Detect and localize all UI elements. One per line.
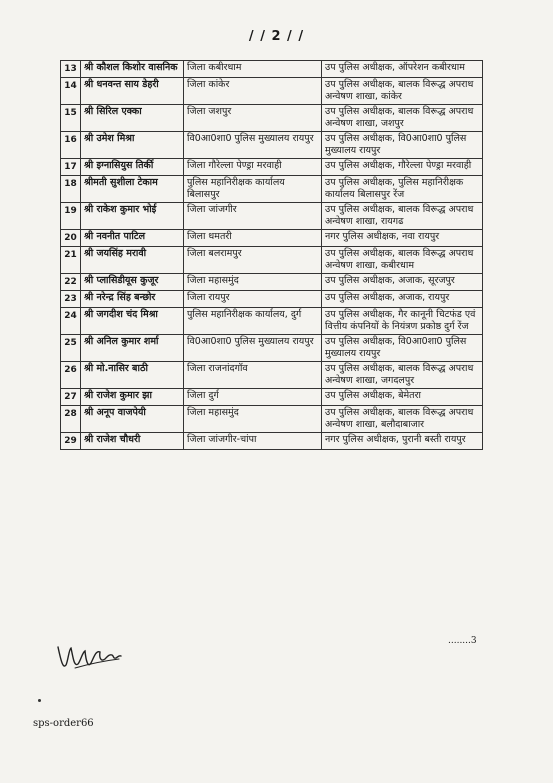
serial-number-cell: 17 bbox=[61, 159, 81, 176]
current-posting-cell: जिला महासमुंद bbox=[184, 274, 322, 291]
serial-number-cell: 19 bbox=[61, 203, 81, 230]
officer-name-cell: श्री अनिल कुमार शर्मा bbox=[81, 335, 184, 362]
table-row bbox=[61, 176, 483, 203]
officer-name-cell: श्री कौशल किशोर वासनिक bbox=[81, 61, 184, 78]
current-posting-cell: जिला जशपुर bbox=[184, 105, 322, 132]
serial-number-cell: 26 bbox=[61, 362, 81, 389]
new-posting-cell: उप पुलिस अधीक्षक, बालक विरूद्ध अपराध अन्वेषण शाखा, कबीरधाम bbox=[322, 247, 483, 274]
serial-number-cell: 27 bbox=[61, 389, 81, 406]
current-posting-cell: जिला जांजगीर-चांपा bbox=[184, 433, 322, 450]
serial-number-cell: 20 bbox=[61, 230, 81, 247]
officer-name-cell: श्री उमेश मिश्रा bbox=[81, 132, 184, 159]
current-posting-cell: जिला गौरेल्ला पेण्ड्रा मरवाही bbox=[184, 159, 322, 176]
new-posting-cell: उप पुलिस अधीक्षक, बालक विरूद्ध अपराध अन्वेषण शाखा, कांकेर bbox=[322, 78, 483, 105]
current-posting-cell: जिला धमतरी bbox=[184, 230, 322, 247]
officer-name-cell: श्री अनूप वाजपेयी bbox=[81, 406, 184, 433]
officer-name-cell: श्री राजेश चौधरी bbox=[81, 433, 184, 450]
table-row bbox=[61, 274, 483, 291]
serial-number-cell: 14 bbox=[61, 78, 81, 105]
current-posting-cell: जिला कांकेर bbox=[184, 78, 322, 105]
new-posting-cell: उप पुलिस अधीक्षक, गैर कानूनी चिटफंड एवं वित्तीय कंपनियों के नियंत्रण प्रकोष्ठ दुर्ग रेंज bbox=[322, 308, 483, 335]
new-posting-cell: उप पुलिस अधीक्षक, अजाक, रायपुर bbox=[322, 291, 483, 308]
current-posting-cell: वि0आ0शा0 पुलिस मुख्यालय रायपुर bbox=[184, 132, 322, 159]
table-row bbox=[61, 406, 483, 433]
serial-number-cell: 13 bbox=[61, 61, 81, 78]
table-row bbox=[61, 132, 483, 159]
officer-name-cell: श्री जगदीश चंद मिश्रा bbox=[81, 308, 184, 335]
current-posting-cell: जिला महासमुंद bbox=[184, 406, 322, 433]
table-row bbox=[61, 362, 483, 389]
current-posting-cell: जिला जांजगीर bbox=[184, 203, 322, 230]
table-row bbox=[61, 308, 483, 335]
current-posting-cell: जिला रायपुर bbox=[184, 291, 322, 308]
new-posting-cell: उप पुलिस अधीक्षक, बेमेतरा bbox=[322, 389, 483, 406]
current-posting-cell: जिला दुर्ग bbox=[184, 389, 322, 406]
current-posting-cell: पुलिस महानिरीक्षक कार्यालय बिलासपुर bbox=[184, 176, 322, 203]
serial-number-cell: 22 bbox=[61, 274, 81, 291]
new-posting-cell: नगर पुलिस अधीक्षक, नवा रायपुर bbox=[322, 230, 483, 247]
new-posting-cell: उप पुलिस अधीक्षक, बालक विरूद्ध अपराध अन्वेषण शाखा, जगदलपुर bbox=[322, 362, 483, 389]
table-row bbox=[61, 247, 483, 274]
new-posting-cell: नगर पुलिस अधीक्षक, पुरानी बस्ती रायपुर bbox=[322, 433, 483, 450]
table-row bbox=[61, 389, 483, 406]
new-posting-cell: उप पुलिस अधीक्षक, पुलिस महानिरीक्षक कार्यालय बिलासपुर रेंज bbox=[322, 176, 483, 203]
officer-name-cell: श्री मो.नासिर बाठी bbox=[81, 362, 184, 389]
new-posting-cell: उप पुलिस अधीक्षक, बालक विरूद्ध अपराध अन्वेषण शाखा, जशपुर bbox=[322, 105, 483, 132]
new-posting-cell: उप पुलिस अधीक्षक, बालक विरूद्ध अपराध अन्वेषण शाखा, रायगढ bbox=[322, 203, 483, 230]
footer-reference: sps-order66 bbox=[33, 718, 94, 729]
officer-name-cell: श्री प्लासिडीयूस कुजूर bbox=[81, 274, 184, 291]
serial-number-cell: 15 bbox=[61, 105, 81, 132]
transfer-order-table bbox=[60, 60, 483, 450]
table-row bbox=[61, 78, 483, 105]
serial-number-cell: 23 bbox=[61, 291, 81, 308]
signature bbox=[55, 635, 135, 681]
continuation-marker: ........3 bbox=[448, 636, 477, 646]
serial-number-cell: 29 bbox=[61, 433, 81, 450]
serial-number-cell: 16 bbox=[61, 132, 81, 159]
serial-number-cell: 28 bbox=[61, 406, 81, 433]
officer-name-cell: श्री इग्नासियुस तिर्की bbox=[81, 159, 184, 176]
table-row bbox=[61, 335, 483, 362]
officer-name-cell: श्री जयसिंह मरावी bbox=[81, 247, 184, 274]
ink-dot bbox=[38, 699, 41, 702]
officer-name-cell: श्री धनवन्त साय डेहरी bbox=[81, 78, 184, 105]
officer-name-cell: श्री सिरिल एक्का bbox=[81, 105, 184, 132]
new-posting-cell: उप पुलिस अधीक्षक, गौरेल्ला पेण्ड्रा मरवाही bbox=[322, 159, 483, 176]
officer-name-cell: श्री नवनीत पाटिल bbox=[81, 230, 184, 247]
table-row bbox=[61, 433, 483, 450]
new-posting-cell: उप पुलिस अधीक्षक, वि0आ0शा0 पुलिस मुख्यालय रायपुर bbox=[322, 132, 483, 159]
officer-name-cell: श्री राकेश कुमार भोई bbox=[81, 203, 184, 230]
table-row bbox=[61, 291, 483, 308]
table-row bbox=[61, 159, 483, 176]
officer-name-cell: श्री राजेश कुमार झा bbox=[81, 389, 184, 406]
page-number: / / 2 / / bbox=[248, 29, 305, 44]
table-row bbox=[61, 105, 483, 132]
table-row bbox=[61, 230, 483, 247]
current-posting-cell: वि0आ0शा0 पुलिस मुख्यालय रायपुर bbox=[184, 335, 322, 362]
serial-number-cell: 21 bbox=[61, 247, 81, 274]
new-posting-cell: उप पुलिस अधीक्षक, वि0आ0शा0 पुलिस मुख्यालय रायपुर bbox=[322, 335, 483, 362]
officer-name-cell: श्रीमती सुशीला टेकाम bbox=[81, 176, 184, 203]
table-row bbox=[61, 203, 483, 230]
current-posting-cell: जिला राजनांदगॉव bbox=[184, 362, 322, 389]
serial-number-cell: 24 bbox=[61, 308, 81, 335]
new-posting-cell: उप पुलिस अधीक्षक, अजाक, सूरजपुर bbox=[322, 274, 483, 291]
current-posting-cell: पुलिस महानिरीक्षक कार्यालय, दुर्ग bbox=[184, 308, 322, 335]
current-posting-cell: जिला बलरामपुर bbox=[184, 247, 322, 274]
serial-number-cell: 25 bbox=[61, 335, 81, 362]
new-posting-cell: उप पुलिस अधीक्षक, बालक विरूद्ध अपराध अन्वेषण शाखा, बलौदाबाजार bbox=[322, 406, 483, 433]
serial-number-cell: 18 bbox=[61, 176, 81, 203]
current-posting-cell: जिला कबीरधाम bbox=[184, 61, 322, 78]
table-row bbox=[61, 61, 483, 78]
officer-name-cell: श्री नरेन्द्र सिंह बन्छोर bbox=[81, 291, 184, 308]
new-posting-cell: उप पुलिस अधीक्षक, ऑपरेशन कबीरधाम bbox=[322, 61, 483, 78]
